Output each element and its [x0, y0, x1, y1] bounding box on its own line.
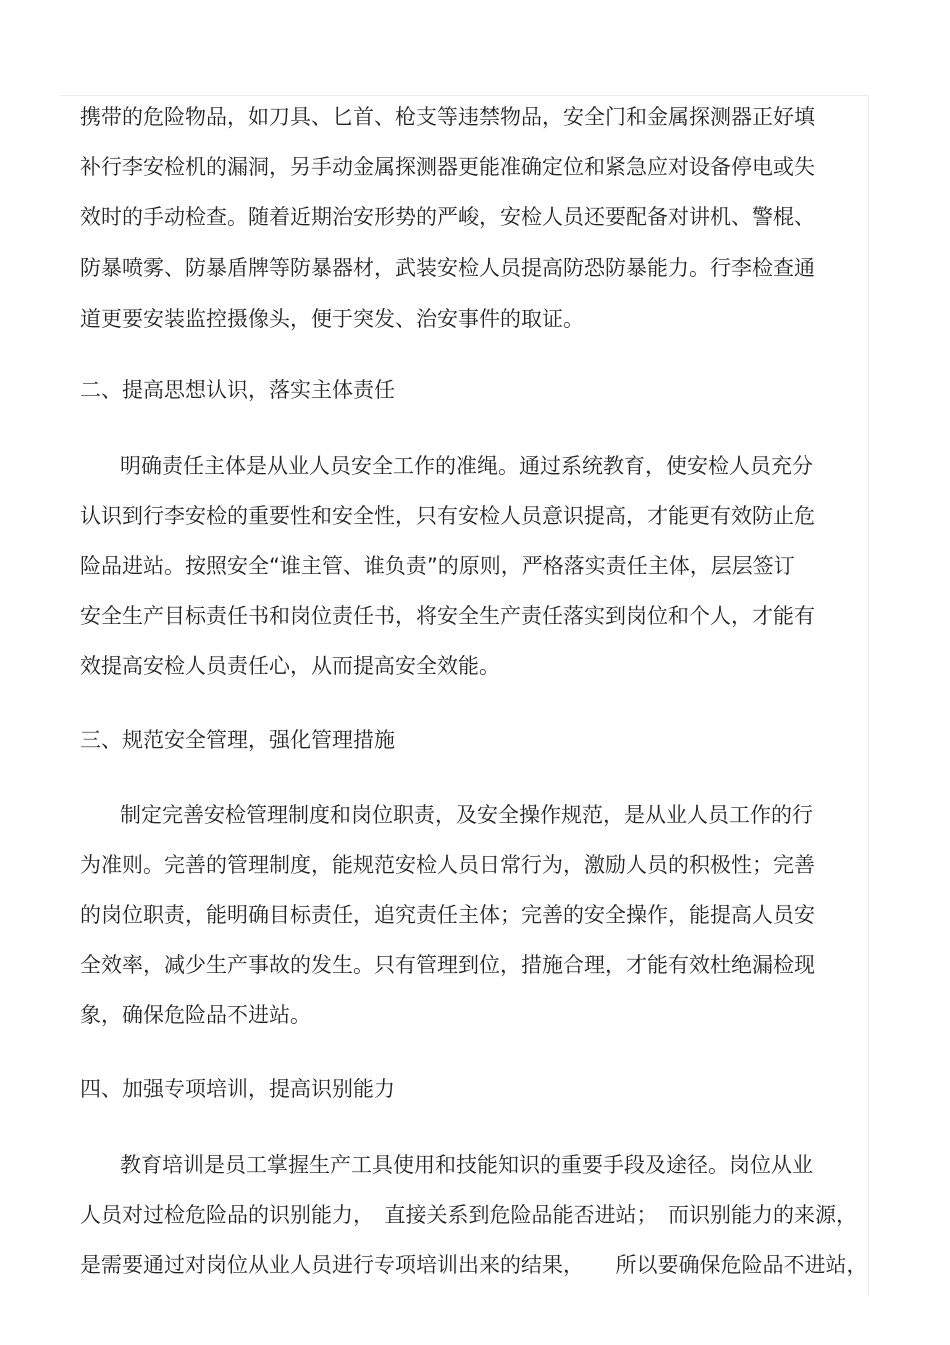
paragraph-line: 道更要安装监控摄像头，便于突发、治安事件的取证。 — [80, 307, 584, 331]
paragraph-line: 效时的手动检查。随着近期治安形势的严峻，安检人员还要配备对讲机、警棍、 — [80, 205, 815, 229]
paragraph-line: 是需要通过对岗位从业人员进行专项培训出来的结果， 所以要确保危险品不进站， — [80, 1253, 868, 1277]
paragraph-line: 人员对过检危险品的识别能力， 直接关系到危险品能否进站； 而识别能力的来源， — [80, 1203, 857, 1227]
paragraph-line: 制定完善安检管理制度和岗位职责，及安全操作规范，是从业人员工作的行 — [120, 803, 813, 827]
paragraph-line: 安全生产目标责任书和岗位责任书，将安全生产责任落实到岗位和个人，才能有 — [80, 604, 815, 628]
paragraph-line: 防暴喷雾、防暴盾牌等防暴器材，武装安检人员提高防恐防暴能力。行李检查通 — [80, 256, 815, 280]
paragraph-line: 全效率，减少生产事故的发生。只有管理到位，措施合理，才能有效杜绝漏检现 — [80, 953, 815, 977]
paragraph-line: 效提高安检人员责任心，从而提高安全效能。 — [80, 654, 500, 678]
paragraph-line: 认识到行李安检的重要性和安全性，只有安检人员意识提高，才能更有效防止危 — [80, 504, 815, 528]
paragraph-line: 明确责任主体是从业人员安全工作的准绳。通过系统教育，使安检人员充分 — [120, 454, 813, 478]
paragraph-line: 险品进站。按照安全“谁主管、谁负责”的原则，严格落实责任主体，层层签订 — [80, 554, 795, 578]
paragraph-line: 携带的危险物品，如刀具、匕首、枪支等违禁物品，安全门和金属探测器正好填 — [80, 105, 815, 129]
section-heading: 三、规范安全管理，强化管理措施 — [80, 728, 395, 752]
paragraph-line: 的岗位职责，能明确目标责任，追究责任主体；完善的安全操作，能提高人员安 — [80, 903, 815, 927]
paragraph-line: 象，确保危险品不进站。 — [80, 1003, 311, 1027]
paragraph-line: 教育培训是员工掌握生产工具使用和技能知识的重要手段及途径。岗位从业 — [120, 1153, 813, 1177]
paragraph-line: 补行李安检机的漏洞，另手动金属探测器更能准确定位和紧急应对设备停电或失 — [80, 155, 815, 179]
section-heading: 四、加强专项培训，提高识别能力 — [80, 1077, 395, 1101]
section-heading: 二、提高思想认识，落实主体责任 — [80, 378, 395, 402]
paragraph-line: 为准则。完善的管理制度，能规范安检人员日常行为，激励人员的积极性；完善 — [80, 853, 815, 877]
